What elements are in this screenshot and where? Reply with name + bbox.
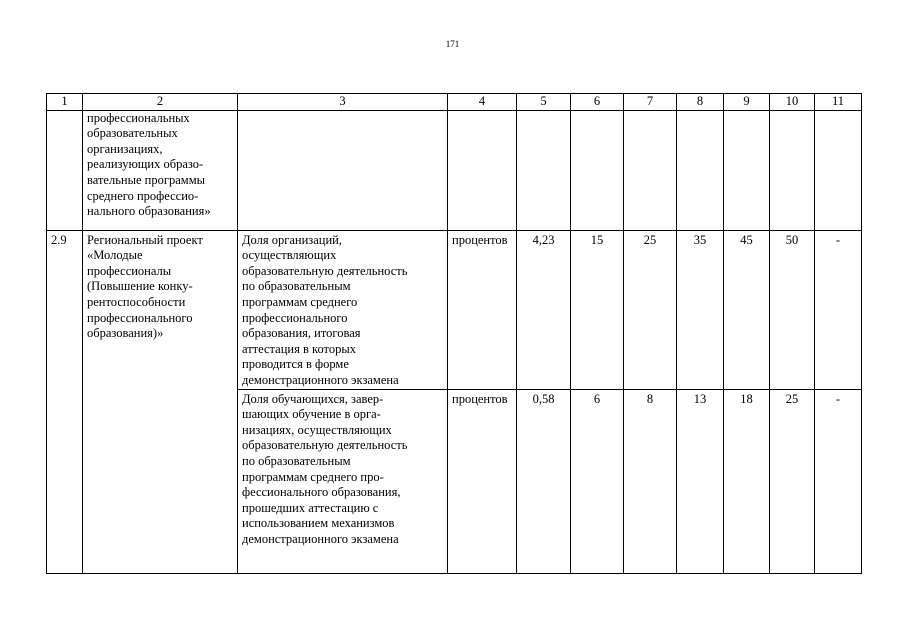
value-cell: 15 — [571, 230, 624, 389]
value-cell: 35 — [677, 230, 724, 389]
column-header: 8 — [677, 94, 724, 111]
table-cell — [677, 110, 724, 230]
unit-cell: процентов — [448, 230, 517, 389]
value-cell: 25 — [624, 230, 677, 389]
unit-cell: процентов — [448, 389, 517, 573]
indicators-table — [46, 93, 862, 574]
table-cell — [770, 110, 815, 230]
column-header: 9 — [724, 94, 770, 111]
value-cell: 8 — [624, 389, 677, 573]
table-header-row — [47, 94, 862, 111]
value-cell: - — [815, 230, 862, 389]
table-cell — [624, 110, 677, 230]
column-header: 5 — [517, 94, 571, 111]
table-row — [47, 230, 862, 389]
indicator-name: Доля обучающихся, завер- шающих обучение в орга- низациях, осуществляющих образовательную деятельность по образовательным программам среднего про- фессионального образования, прошедших аттестацию с использованием механизмов демонстрационного экзамена — [238, 389, 448, 573]
table-cell — [238, 110, 448, 230]
column-header: 3 — [238, 94, 448, 111]
value-cell: 45 — [724, 230, 770, 389]
value-cell: - — [815, 389, 862, 573]
project-name: Региональный проект «Молодые профессионалы (Повышение конку- рентоспособности профессионального образования)» — [83, 230, 238, 573]
table-cell — [571, 110, 624, 230]
value-cell: 50 — [770, 230, 815, 389]
page-number: 171 — [445, 39, 460, 49]
column-header: 6 — [571, 94, 624, 111]
value-cell: 6 — [571, 389, 624, 573]
table-cell — [448, 110, 517, 230]
table-cell — [47, 110, 83, 230]
table-cell — [724, 110, 770, 230]
value-cell: 0,58 — [517, 389, 571, 573]
table-row-continuation — [47, 110, 862, 230]
row-number: 2.9 — [47, 230, 83, 573]
value-cell: 4,23 — [517, 230, 571, 389]
table-cell — [815, 110, 862, 230]
column-header: 1 — [47, 94, 83, 111]
project-name-continuation: профессиональных образовательных организациях, реализующих образо- вательные программы среднего профессио- нального образования» — [83, 110, 238, 230]
value-cell: 18 — [724, 389, 770, 573]
column-header: 2 — [83, 94, 238, 111]
column-header: 11 — [815, 94, 862, 111]
column-header: 10 — [770, 94, 815, 111]
column-header: 7 — [624, 94, 677, 111]
value-cell: 25 — [770, 389, 815, 573]
indicator-name: Доля организаций, осуществляющих образовательную деятельность по образовательным программам среднего профессионального образования, итоговая аттестация в которых проводится в форме демонстрационного экзамена — [238, 230, 448, 389]
column-header: 4 — [448, 94, 517, 111]
value-cell: 13 — [677, 389, 724, 573]
table-cell — [517, 110, 571, 230]
